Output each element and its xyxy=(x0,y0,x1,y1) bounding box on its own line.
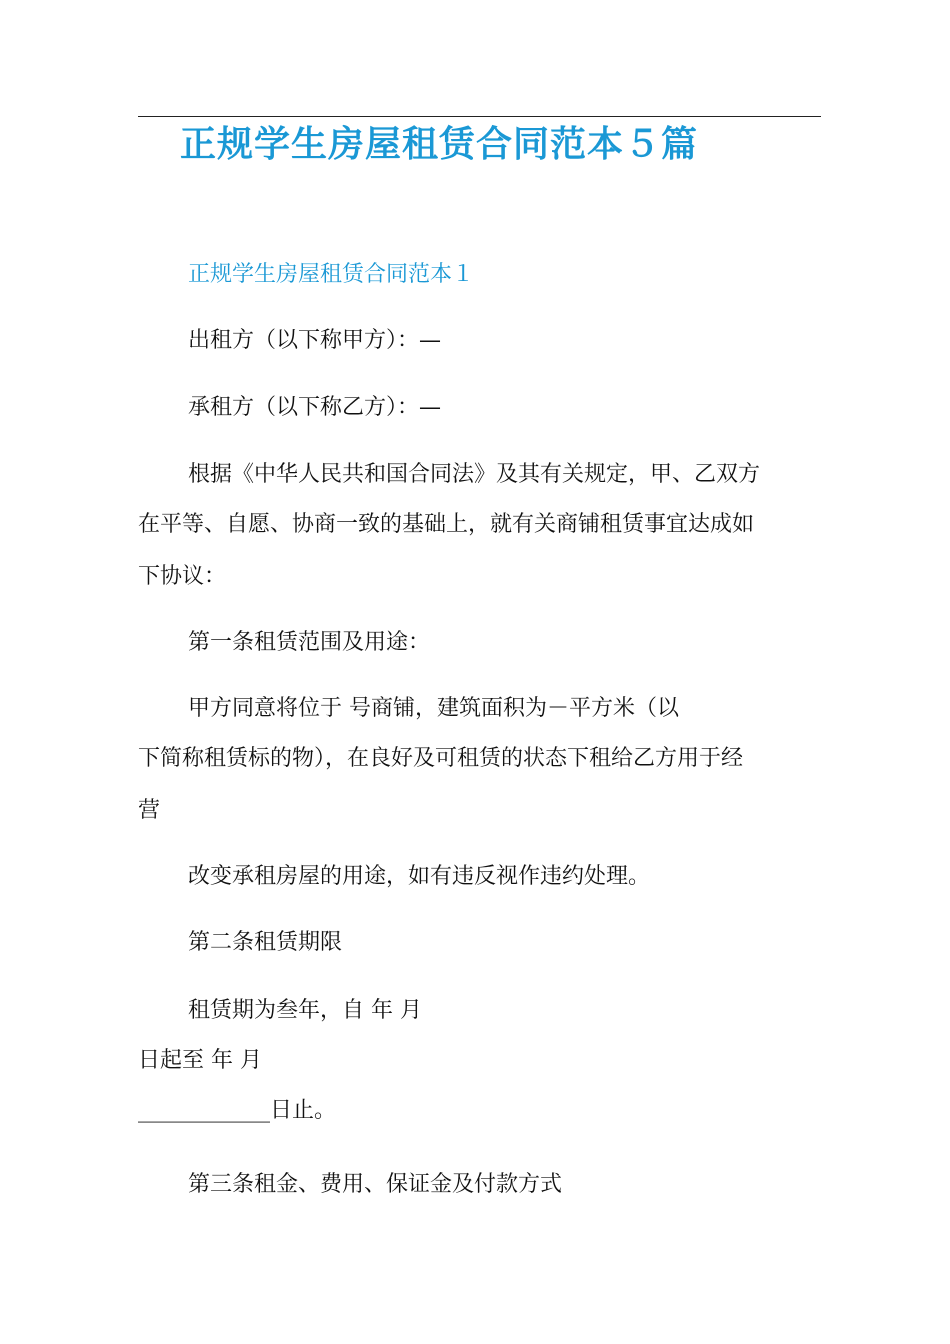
preamble-line-2: 在平等、自愿、协商一致的基础上，就有关商铺租赁事宜达成如 xyxy=(138,512,755,537)
term-line-3: ____________日止。 xyxy=(138,1098,337,1123)
document-title: 正规学生房屋租赁合同范本５篇 xyxy=(180,124,699,165)
article-1-heading: 第一条租赁范围及用途： xyxy=(188,630,431,655)
preamble-line-1: 根据《中华人民共和国合同法》及其有关规定，甲、乙双方 xyxy=(188,462,761,487)
article-1-line-2: 下简称租赁标的物），在良好及可租赁的状态下租给乙方用于经 xyxy=(138,746,744,771)
lessor-line: 出租方（以下称甲方）：— xyxy=(188,328,442,353)
header-rule xyxy=(138,116,821,117)
section-heading: 正规学生房屋租赁合同范本１ xyxy=(188,262,475,287)
article-3-heading: 第三条租金、费用、保证金及付款方式 xyxy=(188,1172,563,1197)
term-line-1: 租赁期为叁年，自 年 月 xyxy=(188,998,422,1023)
term-line-2: 日起至 年 月 xyxy=(138,1048,262,1073)
usage-restriction-line: 改变承租房屋的用途，如有违反视作违约处理。 xyxy=(188,864,651,889)
article-1-line-3: 营 xyxy=(138,798,161,823)
article-1-line-1: 甲方同意将位于 号商铺，建筑面积为－平方米（以 xyxy=(188,696,679,721)
article-2-heading: 第二条租赁期限 xyxy=(188,930,343,955)
preamble-line-3: 下协议： xyxy=(138,564,227,589)
lessee-line: 承租方（以下称乙方）：— xyxy=(188,395,442,420)
